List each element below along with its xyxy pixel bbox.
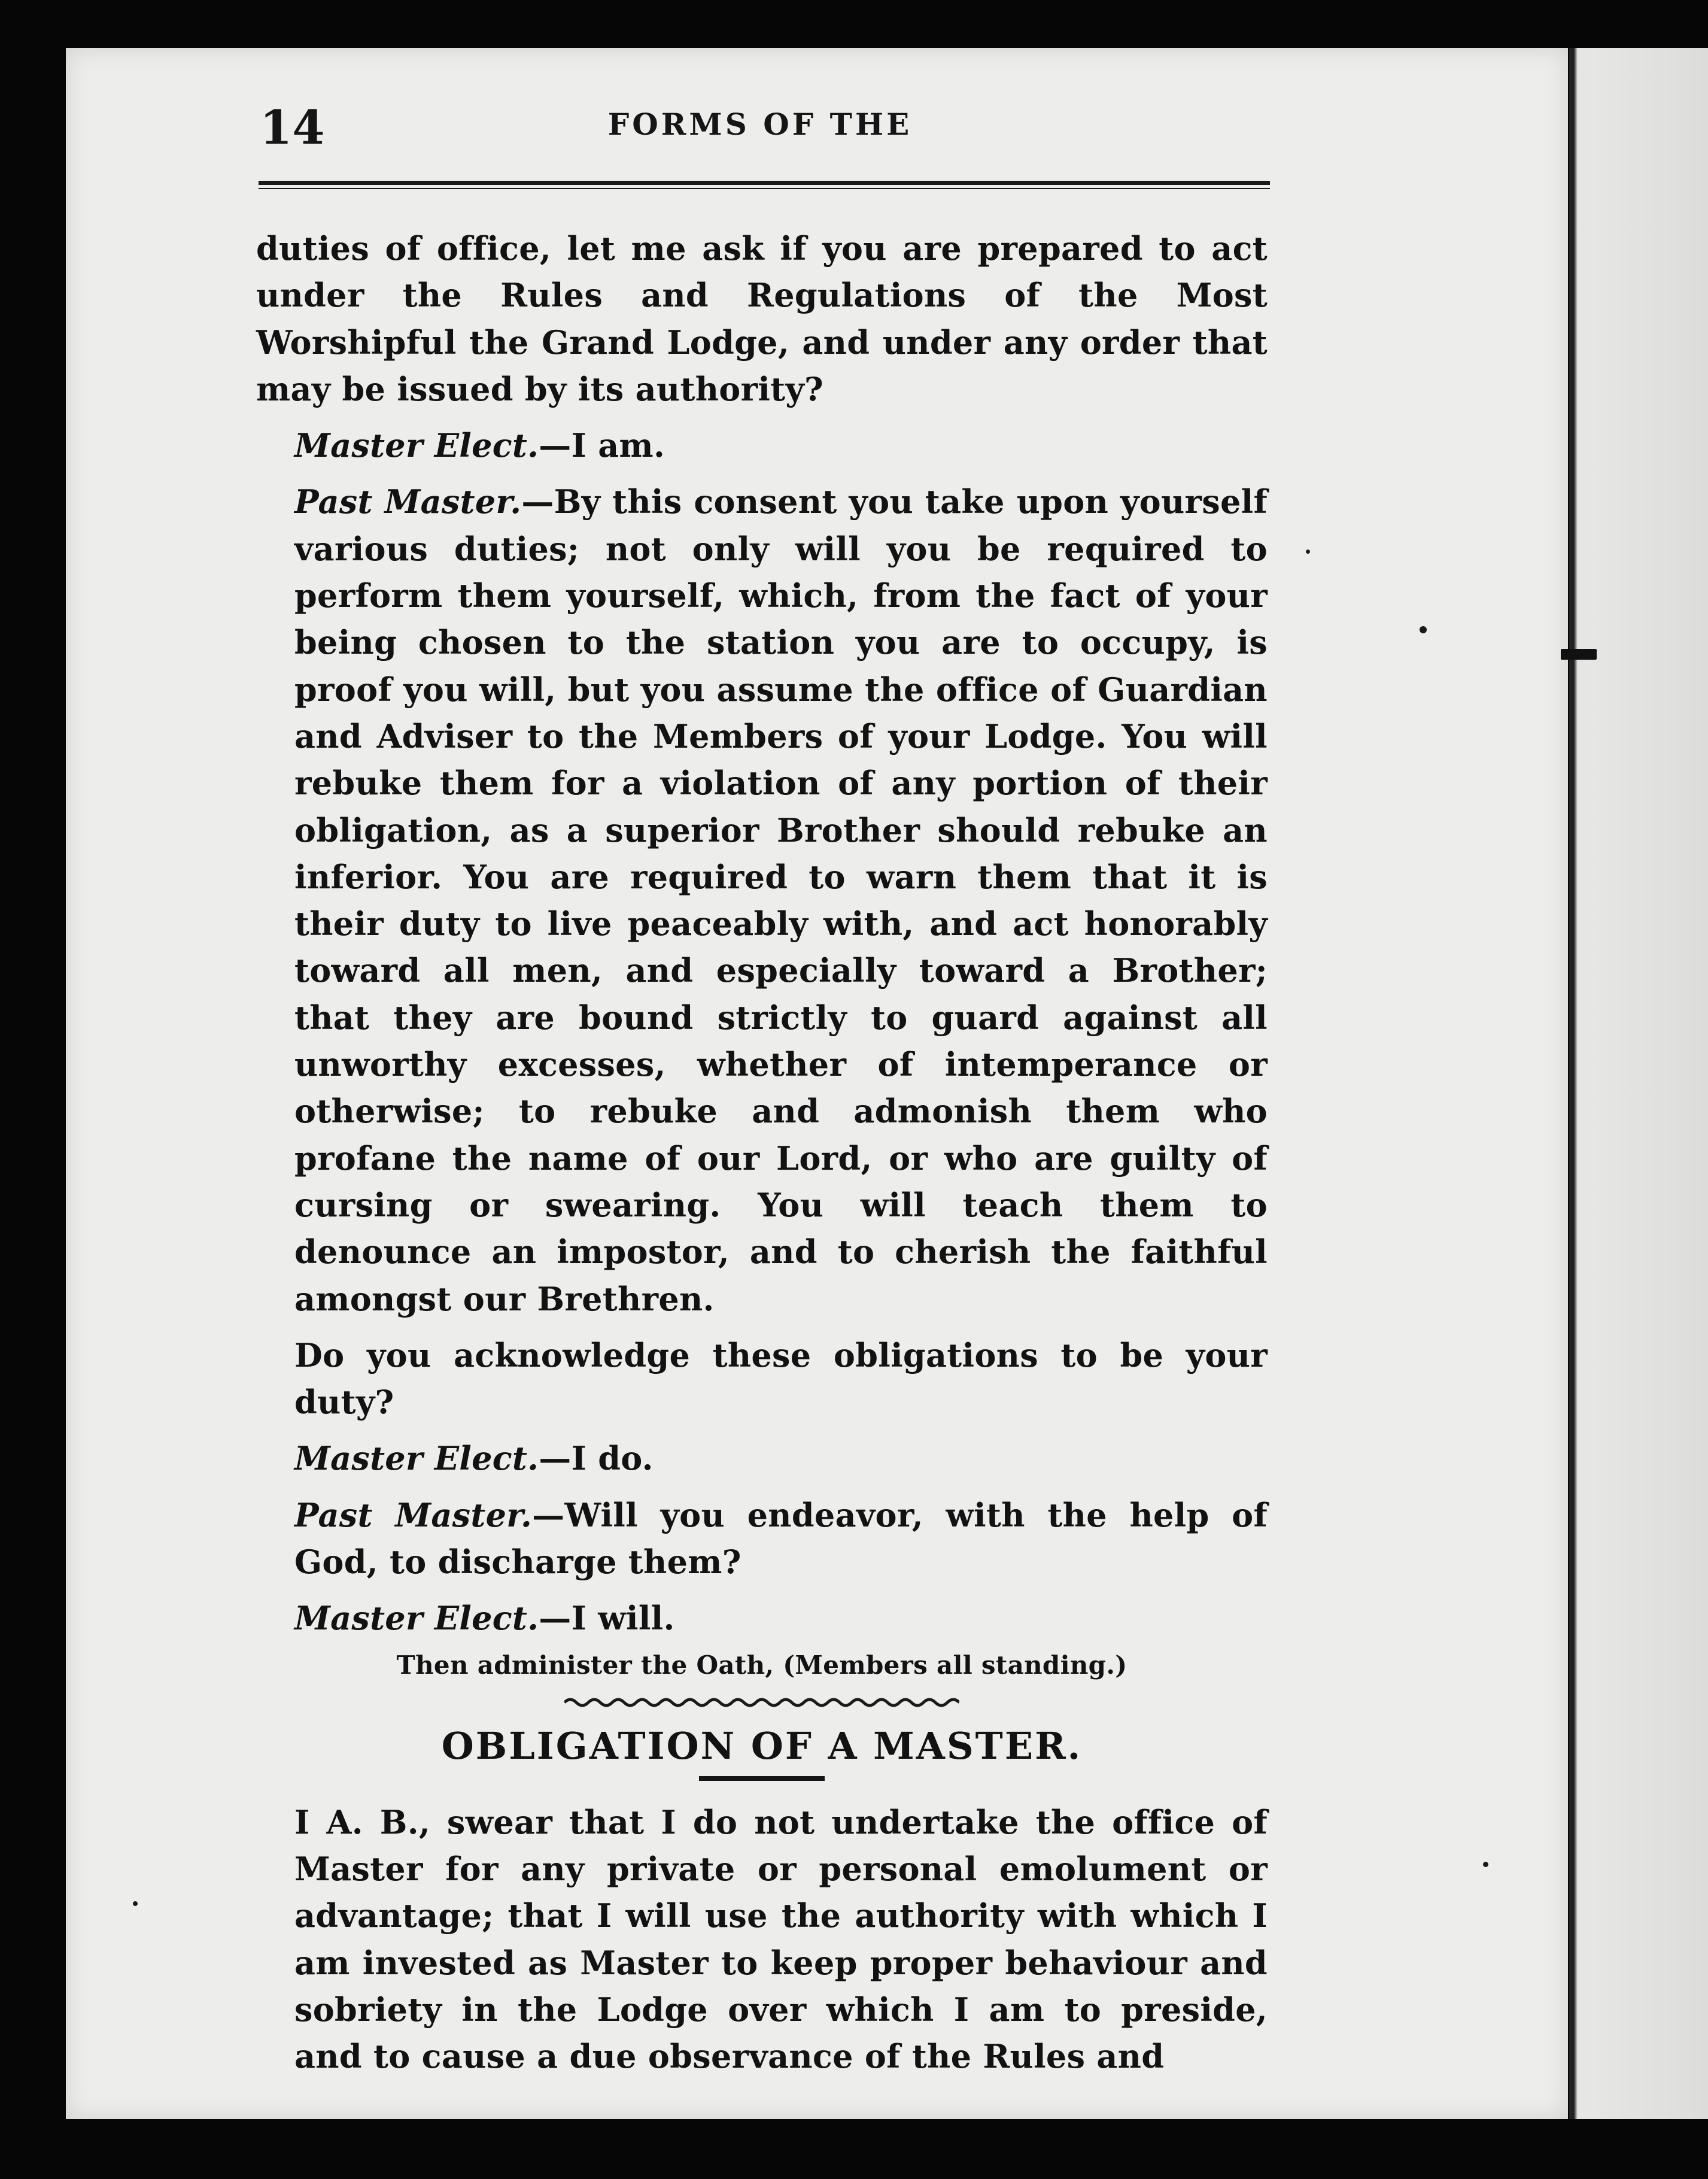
reply-text: —I will.: [539, 1599, 675, 1638]
paragraph-acknowledge-question: Do you acknowledge these obligations to be your duty?: [294, 1336, 1268, 1422]
page-number: 14: [260, 101, 325, 155]
header-double-rule: [259, 181, 1270, 189]
reply-text: —I do.: [539, 1439, 654, 1478]
speaker-label: Past Master.: [294, 482, 522, 521]
section-title: OBLIGATION OF A MASTER.: [441, 1723, 1083, 1768]
paragraph-past-master-charge: [256, 478, 1268, 1322]
paragraph-obligation: I A. B., swear that I do not undertake the office of Master for any private or personal emolument or advantage; that I will use the authority with which I am invested as Master to keep proper behaviour and sobriety in the Lodge over which I am to preside, and to cause a due observance of the Rules and: [294, 1802, 1268, 2076]
paragraph-past-master-question: [256, 1492, 1268, 1586]
reply-text: —I am.: [539, 426, 665, 465]
speaker-label: Past Master.: [294, 1495, 533, 1534]
paragraph-duties: duties of office, let me ask if you are prepared to act under the Rules and Regulations of the Most Worshipful the Grand Lodge, and under any order that may be issued by its authority?: [256, 229, 1268, 408]
paragraph-master-elect-reply-3: [256, 1595, 1268, 1641]
wavy-rule-ornament: [564, 1694, 959, 1711]
question-text: —Will you endeavor, with the help of God, to discharge them?: [294, 1495, 1268, 1582]
page-edge-mark: [1561, 649, 1597, 660]
paragraph-master-elect-reply-2: [256, 1435, 1268, 1482]
speaker-label: Master Elect.: [294, 1439, 539, 1478]
title-underline-rule: [699, 1776, 825, 1781]
ink-speck: [133, 1901, 138, 1906]
ink-speck: [1306, 550, 1310, 554]
running-head: FORMS OF THE: [607, 107, 913, 142]
stage-direction: Then administer the Oath, (Members all standing.): [396, 1650, 1127, 1680]
ink-speck: [1483, 1862, 1488, 1867]
adjacent-page-edge: [1569, 48, 1708, 2119]
speaker-label: Master Elect.: [294, 426, 539, 465]
body-text: [256, 225, 1268, 2080]
paragraph-master-elect-reply-1: [256, 422, 1268, 469]
speaker-label: Master Elect.: [294, 1599, 539, 1638]
charge-text: —By this consent you take upon yourself various duties; not only will you be required to perform them yourself, which, from the fact of your being chosen to the station you are to occupy, is proof you will, but you assume the office of Guardian and Adviser to the Members of your Lodge. You will rebuke them for a violation of any portion of their obligation, as a superior Brother should rebuke an inferior. You are required to warn them that it is their duty to live peaceably with, and act honorably toward all men, and especially toward a Brother; that they are bound strictly to guard against all unworthy excesses, whether of intemperance or otherwise; to rebuke and admonish them who profane the name of our Lord, or who are guilty of cursing or swearing. You will teach them to denounce an impostor, and to cherish the faithful amongst our Brethren.: [294, 482, 1268, 1318]
ink-speck: [1420, 626, 1427, 633]
